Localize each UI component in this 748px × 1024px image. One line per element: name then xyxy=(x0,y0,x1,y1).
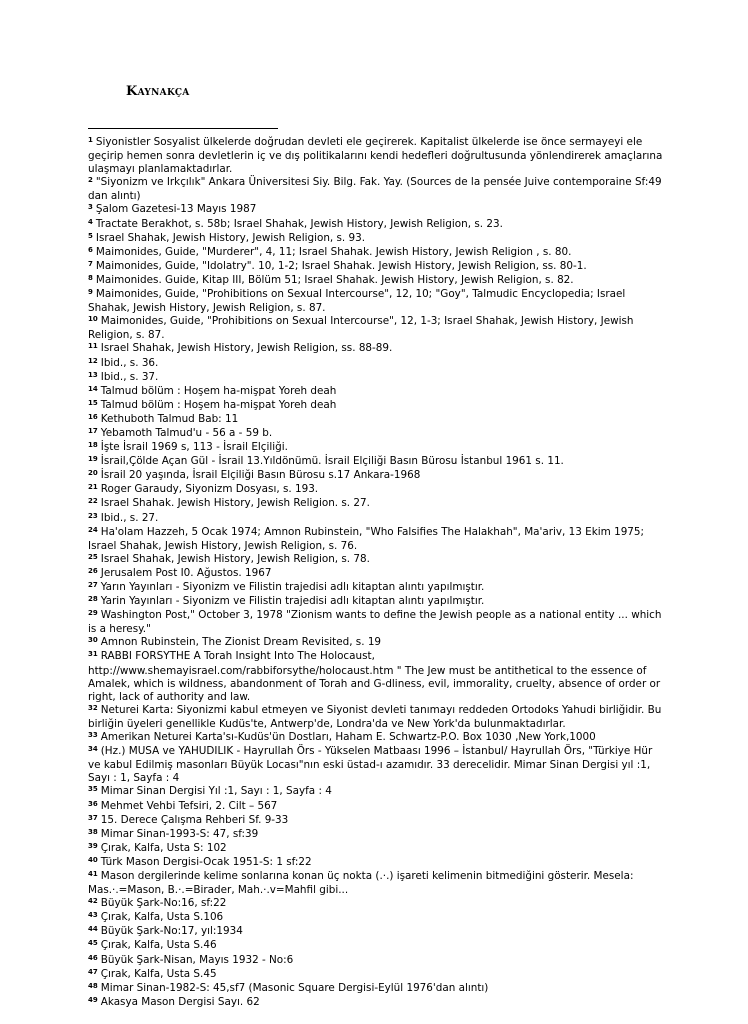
footnote-17 xyxy=(88,427,666,441)
footnote-26 xyxy=(88,567,666,581)
footnote-text: Maimonides. Guide, Kitap III, Bölüm 51; Israel Shahak. Jewish History, Jewish Religion, s. 82. xyxy=(95,273,574,286)
footnote-45 xyxy=(88,939,666,953)
footnote-number: 24 xyxy=(88,525,98,534)
footnote-text: Şalom Gazetesi-13 Mayıs 1987 xyxy=(95,203,257,216)
footnote-number: 31 xyxy=(88,650,98,659)
footnote-number: 11 xyxy=(88,342,98,351)
footnote-number: 43 xyxy=(88,911,98,920)
footnote-text: Israel Shahak. Jewish History, Jewish Religion. s. 27. xyxy=(100,497,370,510)
footnote-48 xyxy=(88,982,666,996)
footnote-number: 40 xyxy=(88,855,98,864)
footnote-text: İsrail 20 yaşında, İsrail Elçiliği Basın Bürosu s.17 Ankara-1968 xyxy=(100,469,421,482)
footnote-39 xyxy=(88,842,666,856)
footnote-22 xyxy=(88,497,666,511)
footnote-text: Mason dergilerinde kelime sonlarına konan üç nokta (.·.) işareti kelimenin bitmediğini gösterir. Mesela: Mas.·.=Mason, B.·.=Birader, Mah.·.v=Mahfil gibi... xyxy=(88,869,634,897)
footnote-text: Tractate Berakhot, s. 58b; Israel Shahak, Jewish History, Jewish Religion, s. 23. xyxy=(95,217,503,230)
footnote-number: 34 xyxy=(88,745,98,754)
footnote-text: (Hz.) MUSA ve YAHUDILIK - Hayrullah Örs - Yükselen Matbaası 1996 – İstanbul/ Hayrullah Örs, "Türkiye Hür ve kabul Edilmiş masonları Büyük Locası"nın eski üstad-ı azamıdır. 33 derecelidir. Mimar Sinan Dergisi yıl :1, Sayı : 1, Sayfa : 4 xyxy=(88,745,653,785)
footnote-text: Neturei Karta: Siyonizmi kabul etmeyen ve Siyonist devleti tanımayı reddeden Ortodoks Yahudi birliğidir. Bu birliğin üyeleri genellikle Kudüs'te, Antwerp'de, Londra'da ve New York'da bulunmaktadırlar. xyxy=(88,703,662,730)
footnote-18 xyxy=(88,441,666,455)
footnote-number: 7 xyxy=(88,259,93,268)
footnote-number: 21 xyxy=(88,483,98,492)
footnote-text: Ibid., s. 27. xyxy=(100,511,159,524)
footnote-text: Yebamoth Talmud'u - 56 a - 59 b. xyxy=(100,426,273,439)
footnote-5 xyxy=(88,232,666,246)
footnote-21 xyxy=(88,483,666,497)
footnote-14 xyxy=(88,385,666,399)
footnote-46 xyxy=(88,954,666,968)
footnote-number: 37 xyxy=(88,813,98,822)
footnote-text: Çırak, Kalfa, Usta S.106 xyxy=(100,911,224,924)
footnote-number: 46 xyxy=(88,953,98,962)
footnote-40 xyxy=(88,856,666,870)
footnote-number: 3 xyxy=(88,203,93,212)
footnote-text: Amnon Rubinstein, The Zionist Dream Revisited, s. 19 xyxy=(100,636,382,649)
footnote-text: Jerusalem Post I0. Ağustos. 1967 xyxy=(100,566,272,579)
footnote-30 xyxy=(88,636,666,650)
footnote-27 xyxy=(88,581,666,595)
footnote-number: 23 xyxy=(88,511,98,520)
footnote-number: 25 xyxy=(88,552,98,561)
footnote-text: Maimonides, Guide, "Prohibitions on Sexual Intercourse", 12, 1-3; Israel Shahak, Jewish History, Jewish Religion, s. 87. xyxy=(88,315,634,342)
footnote-16 xyxy=(88,413,666,427)
footnote-7 xyxy=(88,260,666,274)
footnote-8 xyxy=(88,274,666,288)
footnote-15 xyxy=(88,399,666,413)
footnote-number: 28 xyxy=(88,595,98,604)
footnote-text: Mehmet Vehbi Tefsiri, 2. Cilt – 567 xyxy=(100,799,278,812)
footnote-number: 49 xyxy=(88,995,98,1004)
footnote-33 xyxy=(88,731,666,745)
footnote-number: 16 xyxy=(88,412,98,421)
footnote-1 xyxy=(88,136,666,176)
footnote-number: 45 xyxy=(88,939,98,948)
footnote-32 xyxy=(88,704,666,731)
footnote-23 xyxy=(88,512,666,526)
footnote-text: Türk Mason Dergisi-Ocak 1951-S: 1 sf:22 xyxy=(100,855,312,868)
footnote-38 xyxy=(88,828,666,842)
footnote-number: 42 xyxy=(88,897,98,906)
footnote-text: İşte İsrail 1969 s, 113 - İsrail Elçiliği. xyxy=(100,441,288,454)
footnote-text: Büyük Şark-Nisan, Mayıs 1932 - No:6 xyxy=(100,953,294,966)
footnote-37 xyxy=(88,814,666,828)
footnote-text: Ibid., s. 36. xyxy=(100,356,159,369)
footnote-number: 12 xyxy=(88,356,98,365)
footnote-number: 1 xyxy=(88,136,93,144)
footnote-text: Ibid., s. 37. xyxy=(100,370,159,383)
footnote-9 xyxy=(88,288,666,315)
footnote-text: Çırak, Kalfa, Usta S.45 xyxy=(100,967,217,980)
footnote-text: Israel Shahak, Jewish History, Jewish Religion, s. 93. xyxy=(95,231,366,244)
footnote-11 xyxy=(88,342,666,356)
footnote-number: 20 xyxy=(88,469,98,478)
footnote-number: 19 xyxy=(88,455,98,464)
footnote-number: 38 xyxy=(88,827,98,836)
footnote-text: Akasya Mason Dergisi Sayı. 62 xyxy=(100,995,260,1008)
footnote-19 xyxy=(88,455,666,469)
footnote-number: 47 xyxy=(88,967,98,976)
footnote-text: İsrail,Çölde Açan Gül - İsrail 13.Yıldönümü. İsrail Elçiliği Basın Bürosu İstanbul 1961 s. 11. xyxy=(100,455,564,468)
footnote-34 xyxy=(88,745,666,785)
footnote-number: 14 xyxy=(88,384,98,393)
footnote-number: 36 xyxy=(88,799,98,808)
footnote-number: 33 xyxy=(88,731,98,740)
footnote-separator xyxy=(88,128,278,129)
footnote-number: 26 xyxy=(88,566,98,575)
footnote-text: Talmud bölüm : Hoşem ha-mişpat Yoreh deah xyxy=(100,398,337,411)
footnote-number: 10 xyxy=(88,315,98,324)
footnote-43 xyxy=(88,911,666,925)
footnote-20 xyxy=(88,469,666,483)
footnote-10 xyxy=(88,315,666,342)
footnote-42 xyxy=(88,897,666,911)
footnote-text: Roger Garaudy, Siyonizm Dosyası, s. 193. xyxy=(100,483,319,496)
footnote-12 xyxy=(88,357,666,371)
footnote-number: 29 xyxy=(88,609,98,618)
footnote-31 xyxy=(88,650,666,703)
footnote-47 xyxy=(88,968,666,982)
footnote-number: 13 xyxy=(88,370,98,379)
footnote-number: 22 xyxy=(88,497,98,506)
footnote-text: "Siyonizm ve Irkçılık" Ankara Üniversitesi Siy. Bilg. Fak. Yay. (Sources de la pensée Juive contemporaine Sf:49 dan alıntı) xyxy=(88,176,662,203)
footnote-text: Israel Shahak, Jewish History, Jewish Religion, ss. 88-89. xyxy=(100,342,393,355)
footnote-44 xyxy=(88,925,666,939)
footnote-text: 15. Derece Çalışma Rehberi Sf. 9-33 xyxy=(100,813,289,826)
footnote-number: 5 xyxy=(88,231,93,240)
footnote-13 xyxy=(88,371,666,385)
footnote-text: Çırak, Kalfa, Usta S: 102 xyxy=(100,841,227,854)
footnote-number: 17 xyxy=(88,426,98,435)
page-heading: Kaynakça xyxy=(126,84,190,99)
footnote-41 xyxy=(88,870,666,897)
footnote-number: 6 xyxy=(88,245,93,254)
footnote-text: Büyük Şark-No:16, sf:22 xyxy=(100,897,227,910)
footnote-text: Kethuboth Talmud Bab: 11 xyxy=(100,412,239,425)
footnote-number: 48 xyxy=(88,981,98,990)
footnote-text: Siyonistler Sosyalist ülkelerde doğrudan devleti ele geçirerek. Kapitalist ülkelerde ise önce sermayeyi ele geçirip hemen sonra devletlerin iç ve dış politikalarını kendi hedefleri doğrultusunda yönlendirerek amaçlarına ulaşmayı planlamaktadırlar. xyxy=(88,136,663,176)
footnote-text: Mimar Sinan Dergisi Yıl :1, Sayı : 1, Sayfa : 4 xyxy=(100,785,332,798)
footnote-list xyxy=(88,136,666,1010)
footnote-4 xyxy=(88,218,666,232)
footnote-35 xyxy=(88,785,666,799)
footnote-text: Mimar Sinan-1993-S: 47, sf:39 xyxy=(100,827,259,840)
footnote-number: 27 xyxy=(88,581,98,589)
footnote-6 xyxy=(88,246,666,260)
footnote-text: Washington Post," October 3, 1978 "Zionism wants to define the Jewish people as a national entity ... which is a heresy." xyxy=(88,609,662,636)
footnote-number: 32 xyxy=(88,703,98,712)
footnote-number: 41 xyxy=(88,869,98,878)
footnote-49 xyxy=(88,996,666,1010)
footnote-number: 18 xyxy=(88,441,98,450)
footnote-3 xyxy=(88,203,666,217)
footnote-text: Çırak, Kalfa, Usta S.46 xyxy=(100,939,217,952)
footnote-text: Israel Shahak, Jewish History, Jewish Religion, s. 78. xyxy=(100,552,370,565)
footnote-text: Mimar Sinan-1982-S: 45,sf7 (Masonic Square Dergisi-Eylül 1976'dan alıntı) xyxy=(100,981,489,994)
footnote-number: 4 xyxy=(88,217,93,226)
footnote-28 xyxy=(88,595,666,609)
footnote-text: Amerikan Neturei Karta'sı-Kudüs'ün Dostları, Haham E. Schwartz-P.O. Box 1030 ,New York,1000 xyxy=(100,731,596,744)
footnote-text: Ha'olam Hazzeh, 5 Ocak 1974; Amnon Rubinstein, "Who Falsifies The Halakhah", Ma'ariv, 13 Ekim 1975; Israel Shahak, Jewish History, Jewish Religion, s. 76. xyxy=(88,525,645,552)
footnote-36 xyxy=(88,800,666,814)
footnote-number: 9 xyxy=(88,288,93,297)
footnote-29 xyxy=(88,609,666,636)
footnote-text: Talmud bölüm : Hoşem ha-mişpat Yoreh deah xyxy=(100,384,337,397)
footnote-number: 15 xyxy=(88,398,98,407)
footnote-number: 30 xyxy=(88,636,98,645)
footnote-text: Büyük Şark-No:17, yıl:1934 xyxy=(100,925,243,938)
footnote-text: Maimonides, Guide, "Idolatry". 10, 1-2; Israel Shahak. Jewish History, Jewish Religion, ss. 80-1. xyxy=(95,259,587,272)
footnote-number: 8 xyxy=(88,273,93,282)
footnote-text: Yarın Yayınları - Siyonizm ve Filistin trajedisi adlı kitaptan alıntı yapılmıştır. xyxy=(100,581,485,593)
footnote-number: 39 xyxy=(88,841,98,850)
footnote-25 xyxy=(88,553,666,567)
footnote-text: RABBI FORSYTHE A Torah Insight Into The Holocaust, http://www.shemayisrael.com/rabbiforsythe/holocaust.htm " The Jew must be antithetical to the essence of Amalek, which is wildness, abandonment of Torah and G-dliness, evil, immorality, cruelty, absence of order or right, lack of authority and law. xyxy=(88,650,661,703)
footnote-text: Yarin Yayınları - Siyonizm ve Filistin trajedisi adlı kitaptan alıntı yapılmıştır. xyxy=(100,595,485,608)
footnote-number: 35 xyxy=(88,785,98,794)
footnote-number: 2 xyxy=(88,176,93,185)
footnote-text: Maimonides, Guide, "Murderer", 4, 11; Israel Shahak. Jewish History, Jewish Religion , s. 80. xyxy=(95,245,572,258)
footnote-2 xyxy=(88,176,666,203)
footnote-number: 44 xyxy=(88,925,98,934)
footnote-24 xyxy=(88,526,666,553)
footnote-text: Maimonides, Guide, "Prohibitions on Sexual Intercourse", 12, 10; "Goy", Talmudic Encyclopedia; Israel Shahak, Jewish History, Jewish Religion, s. 87. xyxy=(88,288,626,315)
